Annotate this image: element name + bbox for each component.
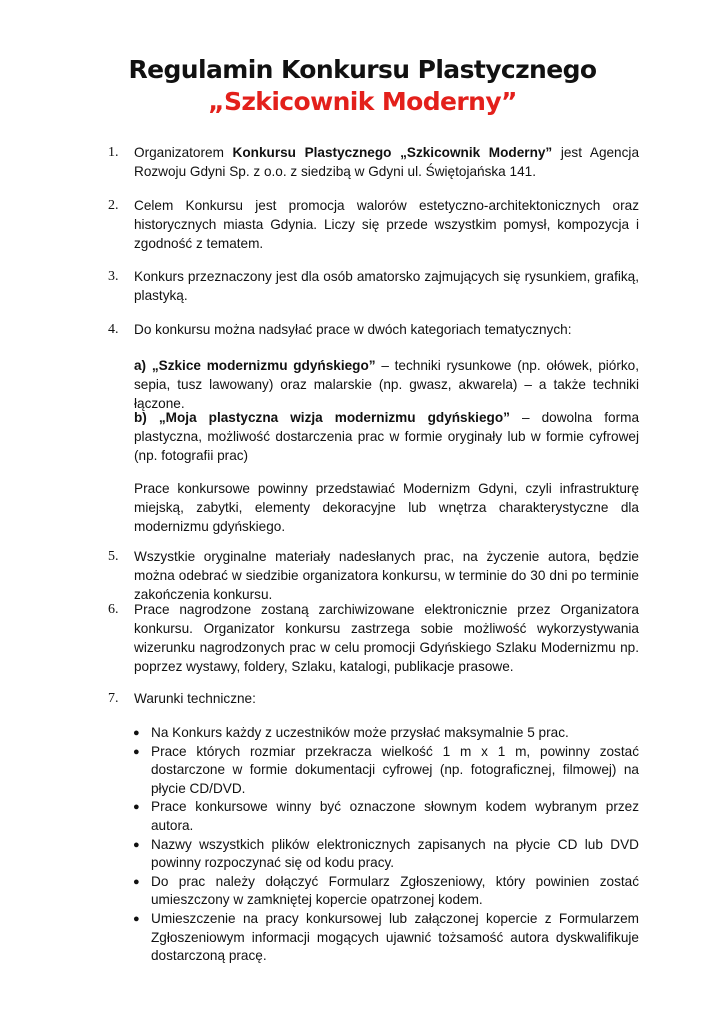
- list-item: [134, 836, 639, 873]
- list-item-text: Umieszczenie na pracy konkursowej lub załączonej kopercie z Formularzem Zgłoszeniowym informacji mogących ujawnić tożsamość autora dyskwalifikuje dostarczoną pracę.: [151, 910, 639, 964]
- item-number: 6.: [108, 602, 119, 617]
- page-title: [0, 54, 725, 118]
- title-line-1: Regulamin Konkursu Plastycznego: [128, 55, 597, 84]
- bullet-icon: ●: [133, 838, 140, 851]
- title-line-2: „Szkicownik Moderny”: [208, 87, 517, 116]
- item-text-post: jest Agencja Rozwoju Gdyni Sp. z o.o. z siedzibą w Gdyni ul. Świętojańska 141.: [134, 145, 639, 179]
- bullet-icon: ●: [133, 801, 140, 814]
- item-number: 5.: [108, 549, 119, 564]
- item-number: 2.: [108, 198, 119, 213]
- item-text: Prace nagrodzone zostaną zarchiwizowane elektronicznie przez Organizatora konkursu. Organizator konkursu zastrzega sobie możliwość wykorzystywania wizerunku nagrodzonych prac w celu promocji Gdyńskiego Szlaku Modernizmu np. poprzez wystawy, foldery, Szlaku, katalogi, publikacje prasowe.: [134, 602, 639, 674]
- list-item-text: Nazwy wszystkich plików elektronicznych zapisanych na płycie CD lub DVD powinny rozpoczynać się od kodu pracy.: [151, 836, 639, 871]
- item-text: Konkurs przeznaczony jest dla osób amatorsko zajmujących się rysunkiem, grafiką, plastyką.: [134, 269, 639, 303]
- list-item-text: Prace konkursowe winny być oznaczone słownym kodem wybranym przez autora.: [151, 799, 639, 833]
- category-note: Prace konkursowe powinny przedstawiać Modernizm Gdyni, czyli infrastrukturę miejską, zabytki, elementy dekoracyjne lub wnętrza charakterystyczne dla modernizmu gdyńskiego.: [134, 481, 639, 534]
- list-item-text: Do prac należy dołączyć Formularz Zgłoszeniowy, który powinien zostać umieszczony w zamkniętej kopercie opatrzonej kodem.: [151, 873, 639, 908]
- item-text: Wszystkie oryginalne materiały nadesłanych prac, na życzenie autora, będzie można odebrać w siedzibie organizatora konkursu, w terminie do 30 dni po terminie zakończenia konkursu.: [134, 549, 639, 602]
- bullet-icon: ●: [133, 727, 140, 739]
- item-text: Celem Konkursu jest promocja walorów estetyczno-architektonicznych oraz historycznych miasta Gdynia. Liczy się przede wszystkim pomysł, kompozycja i zgodność z tematem.: [134, 198, 639, 251]
- item-number: 1.: [108, 145, 119, 160]
- item-number: 3.: [108, 269, 119, 284]
- item-number: 4.: [108, 322, 119, 337]
- category-a-text: – techniki rysunkowe (np. ołówek, piórko, sepia, tusz lawowany) oraz malarskie (np. gwasz, akwarela) – a także techniki łączone.: [134, 358, 639, 411]
- category-a: [134, 356, 639, 413]
- item-text-pre: Organizatorem: [134, 145, 233, 160]
- technical-conditions-list: [134, 724, 639, 966]
- list-item: [134, 743, 639, 799]
- category-b-text: – dowolna forma plastyczna, możliwość dostarczenia prac w formie oryginały lub w formie cyfrowej (np. fotografii prac): [134, 410, 639, 463]
- item-number: 7.: [108, 691, 119, 706]
- list-item: [134, 910, 639, 966]
- category-b-title: b) „Moja plastyczna wizja modernizmu gdyńskiego”: [134, 410, 510, 425]
- bullet-icon: ●: [133, 875, 140, 888]
- item-text: [134, 143, 639, 181]
- category-a-title: a) „Szkice modernizmu gdyńskiego”: [134, 358, 376, 373]
- list-item-text: Na Konkurs każdy z uczestników może przysłać maksymalnie 5 prac.: [151, 725, 569, 740]
- contest-name: Konkursu Plastycznego „Szkicownik Moderny”: [232, 145, 553, 160]
- item-text: Warunki techniczne:: [134, 691, 256, 706]
- item-text: Do konkursu można nadsyłać prace w dwóch kategoriach tematycznych:: [134, 322, 572, 337]
- list-item-text: Prace których rozmiar przekracza wielkość 1 m x 1 m, powinny zostać dostarczone w formie dokumentacji cyfrowej (np. fotograficznej, filmowej) na płycie CD/DVD.: [151, 743, 639, 796]
- list-item: [134, 873, 639, 910]
- bullet-icon: ●: [133, 912, 140, 925]
- list-item: [134, 724, 639, 743]
- bullet-icon: ●: [133, 745, 140, 758]
- category-b: [134, 408, 639, 465]
- list-item: [134, 798, 639, 835]
